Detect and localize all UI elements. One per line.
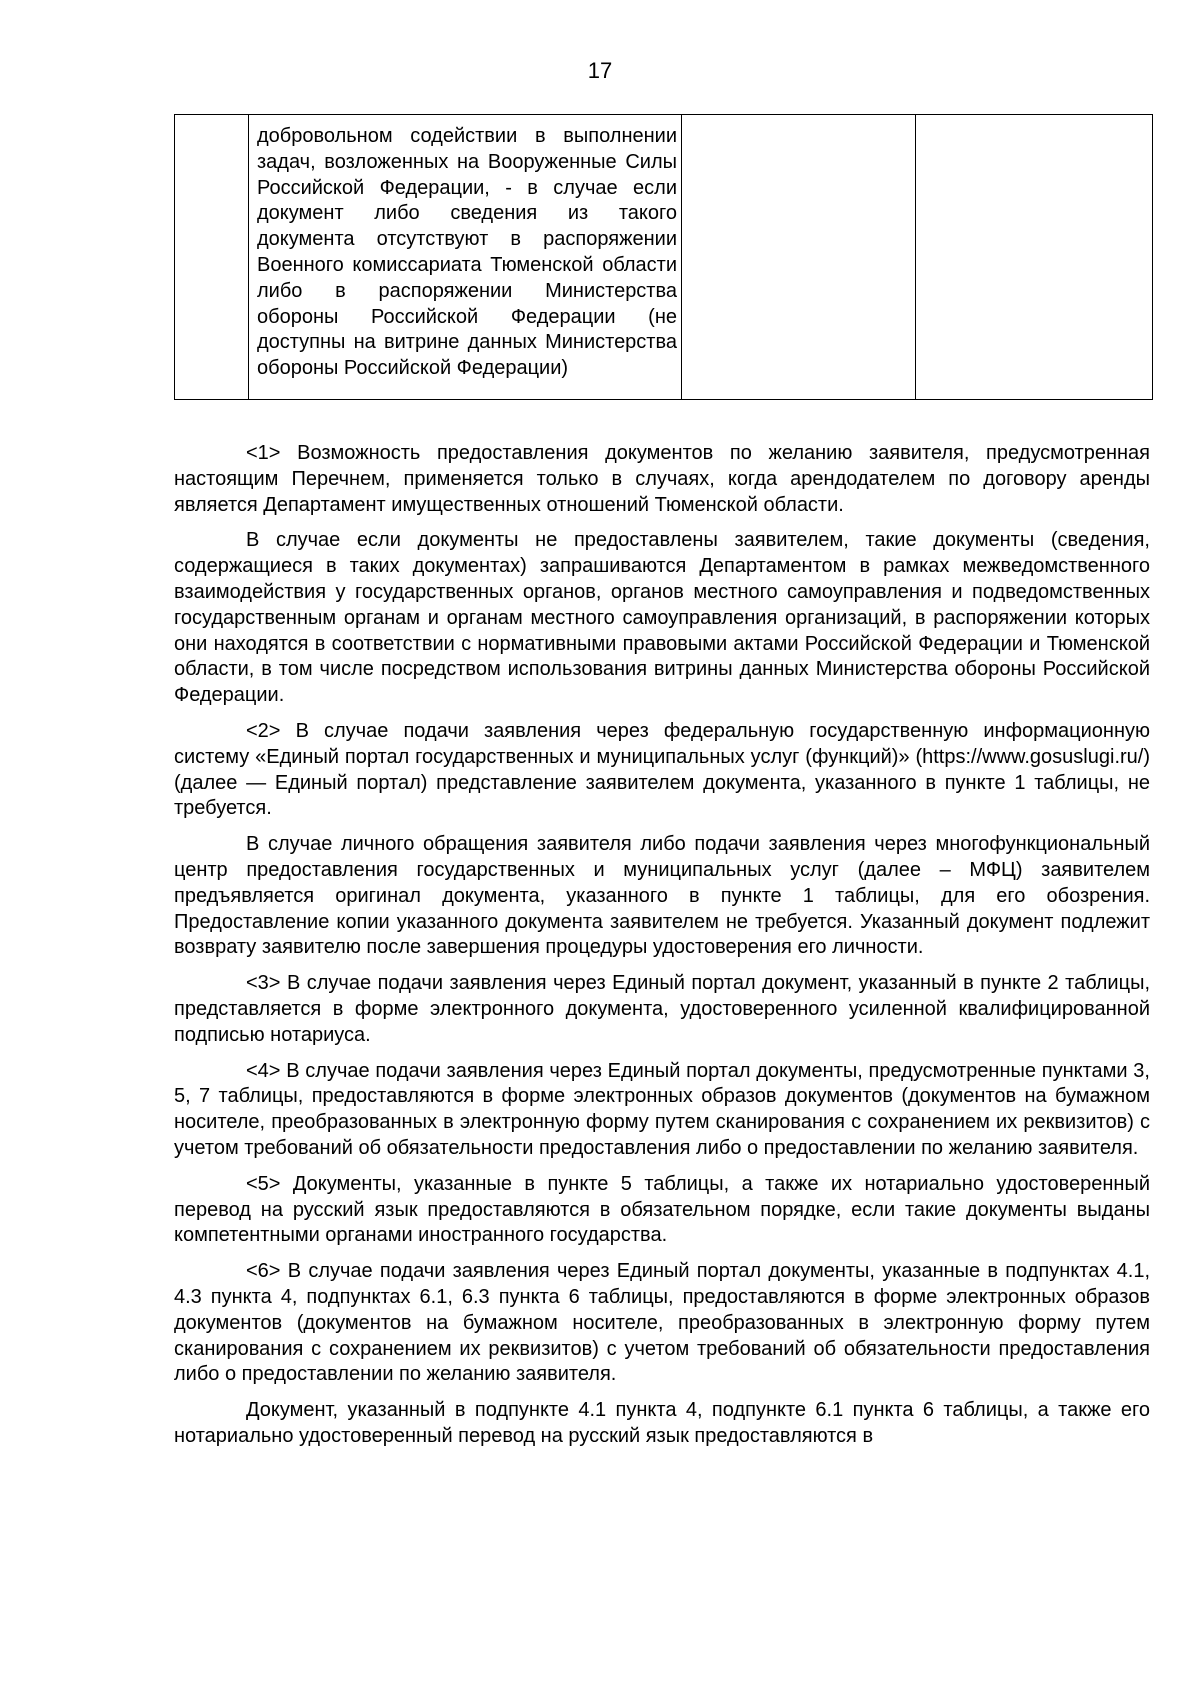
table-cell-col3 bbox=[682, 115, 916, 400]
table-cell-document bbox=[249, 115, 682, 400]
footnote-5: <5> Документы, указанные в пункте 5 таблицы, а также их нотариально удостоверенный перевод на русский язык предоставляются в обязательном порядке, если такие документы выданы компетентными органами иностранного государства. bbox=[174, 1172, 1150, 1247]
document-description: добровольном содействии в выполнении задач, возложенных на Вооруженные Силы Российской Федерации, - в случае если документ либо сведения из такого документа отсутствуют в распоряжении Военного комиссариата Тюменской области либо в распоряжении Министерства обороны Российской Федерации (не доступны на витрине данных Министерства обороны Российской Федерации) bbox=[257, 125, 677, 380]
footnotes-section bbox=[174, 441, 1150, 1460]
footnote-3: <3> В случае подачи заявления через Единый портал документ, указанный в пункте 2 таблицы, представляется в форме электронного документа, удостоверенного усиленной квалифицированной подписью нотариуса. bbox=[174, 972, 1150, 1046]
paragraph-interagency-requests: В случае если документы не предоставлены заявителем, такие документы (сведения, содержащиеся в таких документах) запрашиваются Департаментом в рамках межведомственного взаимодействия у государственных органов, органов местного самоуправления и подведомственных государственным органам и органам местного самоуправления организаций, в распоряжении которых они находятся в соответствии с нормативными правовыми актами Российской Федерации и Тюменской области, в том числе посредством использования витрины данных Министерства обороны Российской Федерации. bbox=[174, 529, 1150, 707]
table-row bbox=[175, 115, 1153, 400]
table-cell-number bbox=[175, 115, 249, 400]
paragraph-personal-appeal: В случае личного обращения заявителя либо подачи заявления через многофункциональный центр предоставления государственных и муниципальных услуг (далее – МФЦ) заявителем предъявляется оригинал документа, указанного в пункте 1 таблицы, для его обозрения. Предоставление копии указанного документа заявителем не требуется. Указанный документ подлежит возврату заявителю после завершения процедуры удостоверения его личности. bbox=[174, 833, 1150, 959]
footnote-1: <1> Возможность предоставления документов по желанию заявителя, предусмотренная настоящим Перечнем, применяется только в случаях, когда арендодателем по договору аренды является Департамент имущественных отношений Тюменской области. bbox=[174, 442, 1150, 516]
paragraph-document-translation: Документ, указанный в подпункте 4.1 пункта 4, подпункте 6.1 пункта 6 таблицы, а также его нотариально удостоверенный перевод на русский язык предоставляются в bbox=[174, 1399, 1150, 1447]
page-number: 17 bbox=[587, 58, 613, 83]
table-cell-col4 bbox=[916, 115, 1153, 400]
footnote-6: <6> В случае подачи заявления через Единый портал документы, указанные в подпунктах 4.1, 4.3 пункта 4, подпунктах 6.1, 6.3 пункта 6 таблицы, предоставляются в форме электронных образов документов (документов на бумажном носителе, преобразованных в электронную форму путем сканирования с сохранением их реквизитов) с учетом требований об обязательности предоставления либо о предоставлении по желанию заявителя. bbox=[174, 1260, 1150, 1386]
documents-table bbox=[174, 114, 1153, 400]
footnote-4: <4> В случае подачи заявления через Единый портал документы, предусмотренные пунктами 3, 5, 7 таблицы, предоставляются в форме электронных образов документов (документов на бумажном носителе, преобразованных в электронную форму путем сканирования с сохранением их реквизитов) с учетом требований об обязательности предоставления либо о предоставлении по желанию заявителя. bbox=[174, 1059, 1150, 1159]
footnote-2: <2> В случае подачи заявления через федеральную государственную информационную систему «Единый портал государственных и муниципальных услуг (функций)» (https://www.gosuslugi.ru/) (далее — Единый портал) представление заявителем документа, указанного в пункте 1 таблицы, не требуется. bbox=[174, 719, 1150, 820]
